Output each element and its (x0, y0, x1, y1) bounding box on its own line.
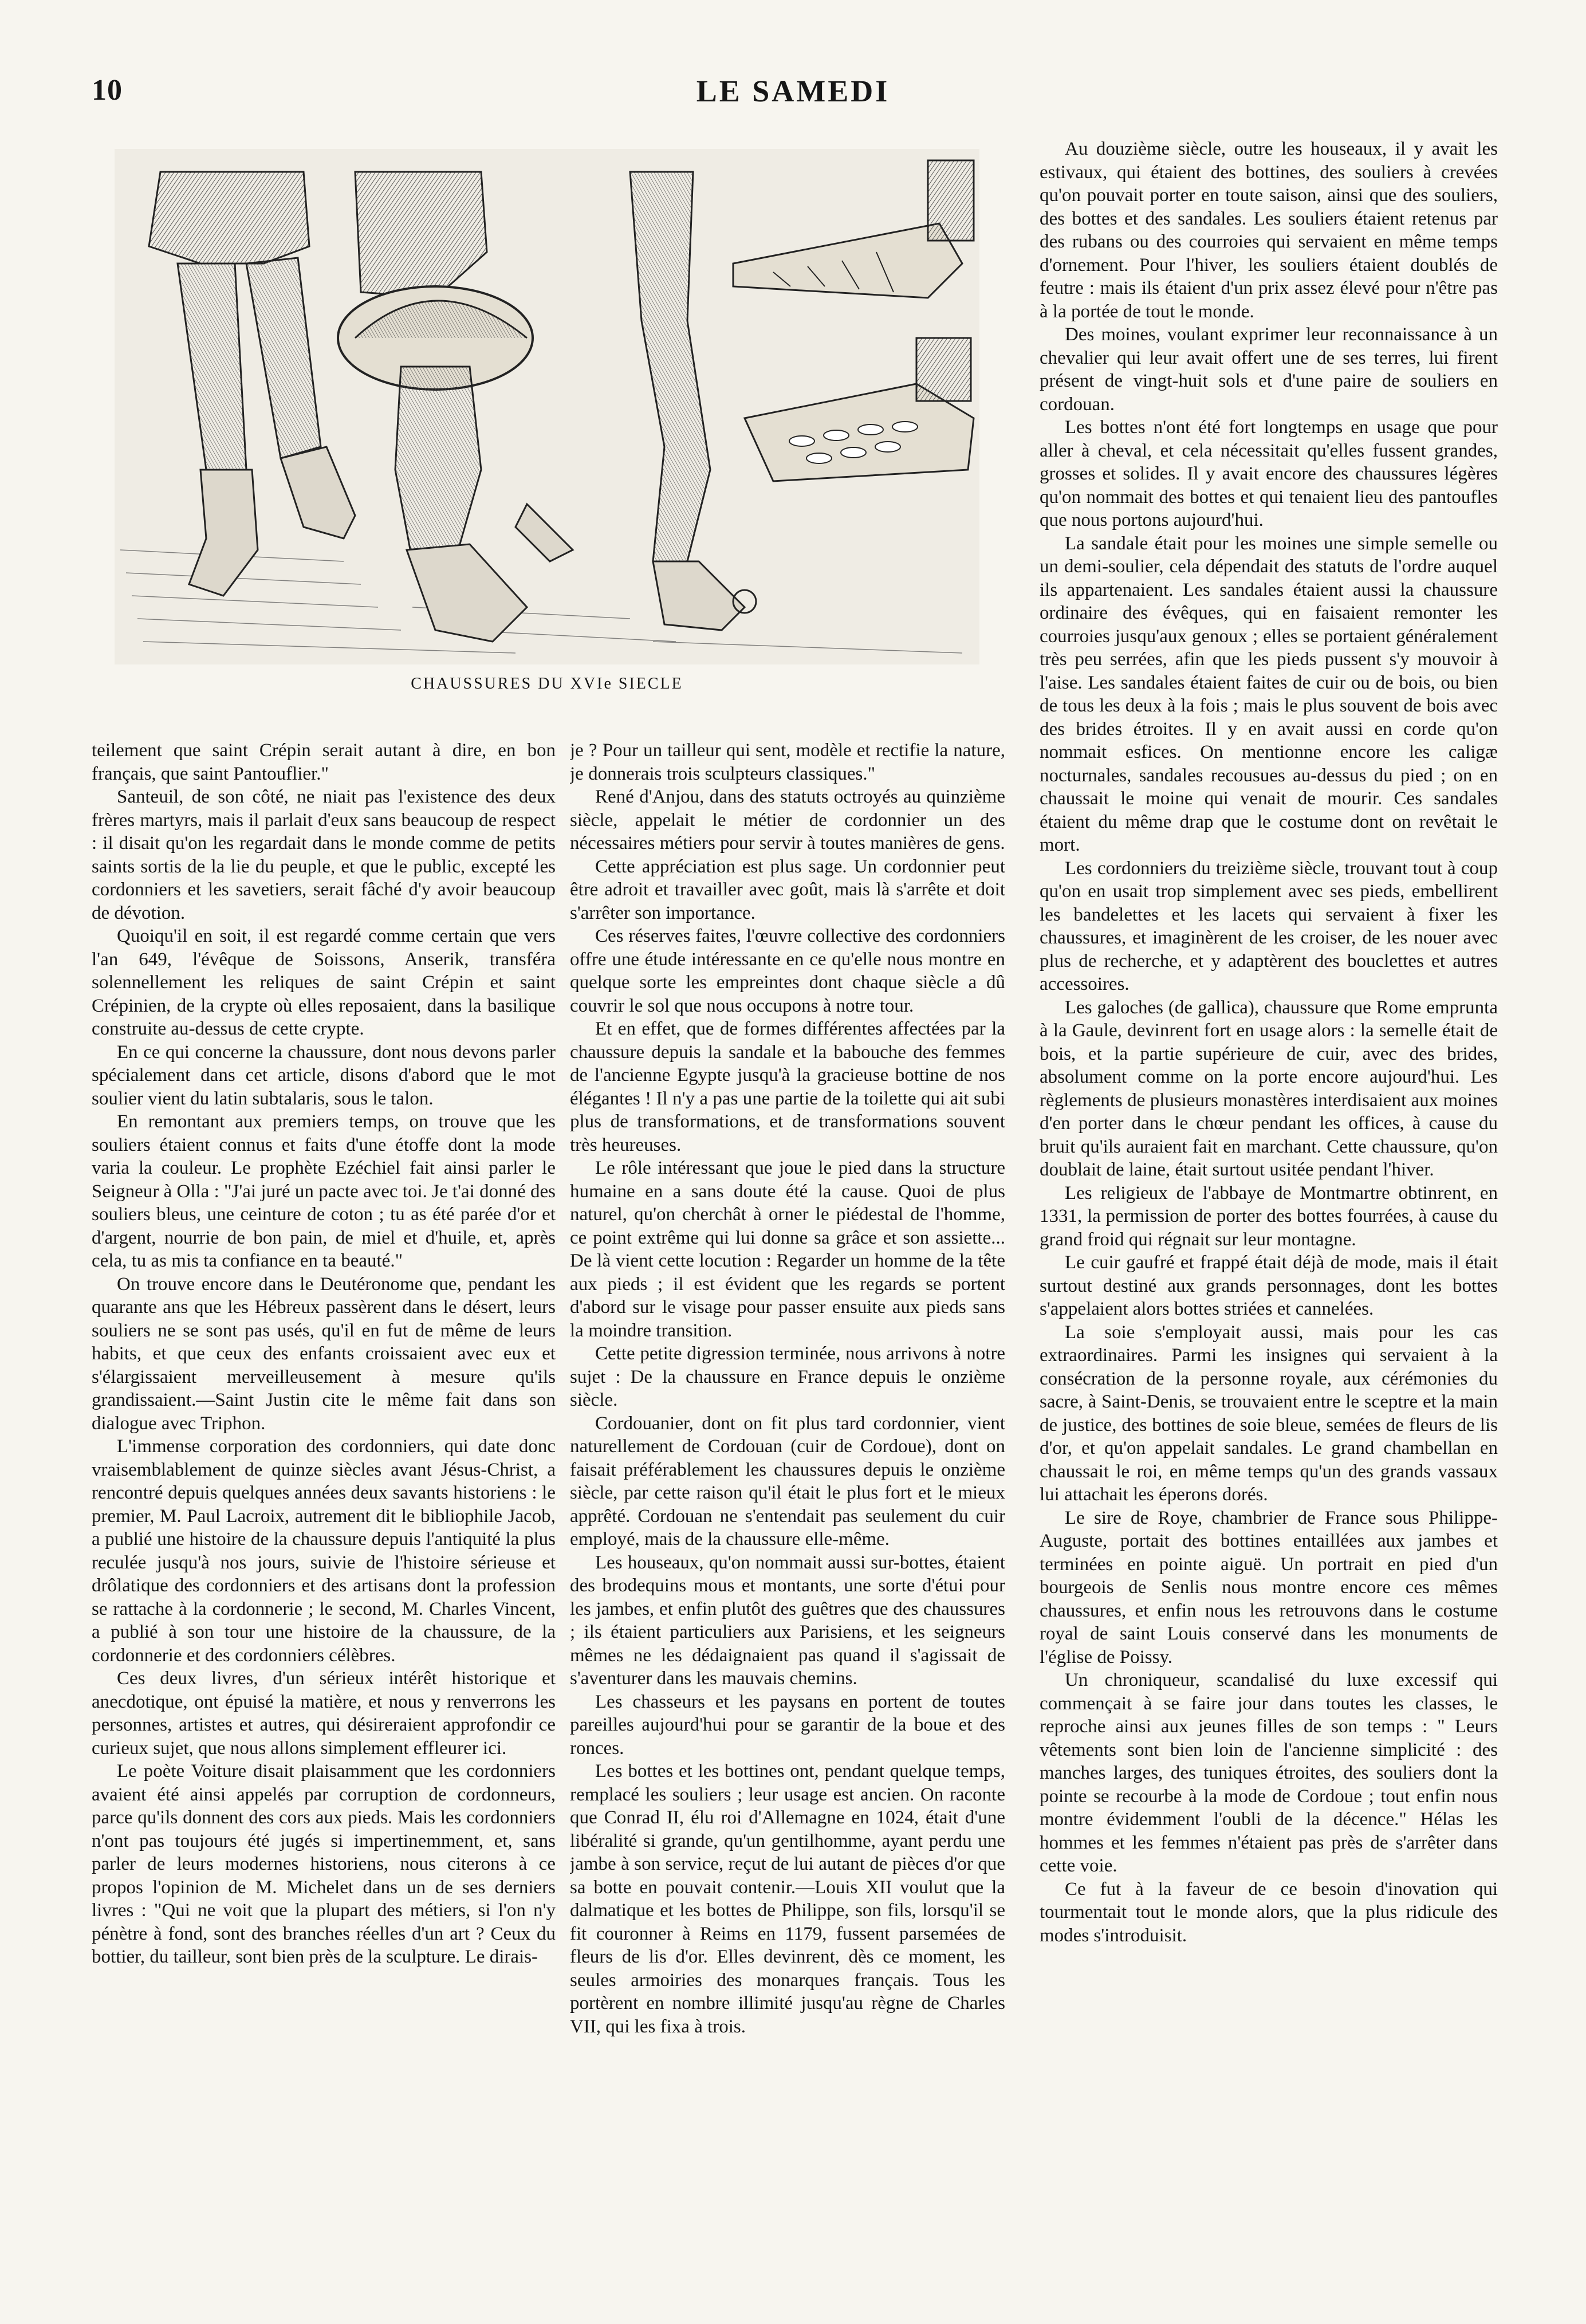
paragraph: Le rôle intéressant que joue le pied dans la structure humaine en a sans doute été la cause. Quoi de plus naturel, qu'on cherchât à orner le piédestal de l'homme, ce point extrême qui lui donne sa grâce et son assiette... De là vient cette locution : Regarder un homme de la tête aux pieds ; il est évident que les regards se portent d'abord sur le visage pour passer ensuite aux pieds sans la moindre transition. (570, 1158, 1005, 1341)
paragraph: Santeuil, de son côté, ne niait pas l'existence des deux frères martyrs, mais il parlait d'eux sans beaucoup de respect : il disait qu'on les regardait dans le monde comme de petits saints sortis de la lie du peuple, et que le public, excepté les cordonniers et les savetiers, serait fâché d'y avoir beaucoup de dévotion. (92, 787, 556, 923)
paragraph: Au douzième siècle, outre les houseaux, il y avait les estivaux, qui étaient des bottines, des souliers à crevées qu'on pouvait porter en toute saison, ainsi que des souliers, des bottes et des sandales. Les souliers étaient retenus par des rubans ou des courroies qui servaient en même temps d'ornement. Pour l'hiver, les souliers étaient doublés de feutre : mais ils étaient d'un prix assez élevé pour n'être pas à la portée de tout le monde. (1040, 139, 1498, 322)
paragraph: La sandale était pour les moines une simple semelle ou un demi-soulier, cela dépendait des statuts de l'ordre auquel ils appartenaient. Les sandales étaient aussi la chaussure ordinaire des évêques, qui en faisaient remonter les courroies jusqu'aux genoux ; elles se portaient généralement très peu serrées, afin que les pieds pussent s'y mouvoir à l'aise. Les sandales étaient faites de cuir ou de bois, ou bien de tous les deux à la fois ; mais le plus souvent de bois avec des brides étroites. Il y en avait aussi en corde qu'on nommait esfices. On mentionne encore les caligæ nocturnales, sandales recousues au-dessus du pied ; on en chaussait le moine qui venait de mourir. Ces sandales étaient du même drap que le costume dont on revêtait le mort. (1040, 533, 1498, 855)
paragraph: René d'Anjou, dans des statuts octroyés au quinzième siècle, appelait le métier de cordonnier un des nécessaires métiers pour servir à toutes manières de gens. (570, 787, 1005, 854)
paragraph: Cordouanier, dont on fit plus tard cordonnier, vient naturellement de Cordouan (cuir de Cordoue), dont on faisait préférablement les chaussures depuis le onzième siècle, par cette raison qu'il était le plus fort et le mieux apprêté. Cordouan ne s'entendait pas seulement du cuir employé, mais de la chaussure elle-même. (570, 1413, 1005, 1550)
paragraph: Cette appréciation est plus sage. Un cordonnier peut être adroit et travailler avec goût, mais là s'arrête et doit s'arrêter son importance. (570, 856, 1005, 923)
page-title: LE SAMEDI (696, 74, 890, 108)
paragraph: Les houseaux, qu'on nommait aussi sur-bottes, étaient des brodequins mous et montants, une sorte d'étui pour les jambes, et enfin plutôt des guêtres que des chaussures ; ils étaient particuliers aux Parisiens, et les seigneurs mêmes ne les dédaignaient pas quand il s'agissait de s'aventurer dans les mauvais chemins. (570, 1552, 1005, 1689)
paragraph: La soie s'employait aussi, mais pour les cas extraordinaires. Parmi les insignes qui servaient à la consécration de la personne royale, aux cérémonies du sacre, à Saint-Denis, se trouvaient entre le sceptre et la main de justice, des bottines de soie bleue, semées de fleurs de lis d'or, et qu'on appelait sandales. Le grand chambellan en chaussait le roi, en même temps qu'un des grands vassaux lui attachait les éperons dorés. (1040, 1322, 1498, 1505)
page-number: 10 (92, 74, 123, 107)
paragraph: Des moines, voulant exprimer leur reconnaissance à un chevalier qui leur avait offert une de ses terres, lui firent présent de vingt-huit sols et d'une paire de souliers en cordouan. (1040, 324, 1498, 415)
text-column-1 (92, 739, 556, 2240)
paragraph: Quoiqu'il en soit, il est regardé comme certain que vers l'an 649, l'évêque de Soissons, Anserik, transféra solennellement les reliques de saint Crépin et saint Crépinien, de la crypte où elles reposaient, dans la basilique construite au-dessus de cette crypte. (92, 926, 556, 1039)
paragraph: Les cordonniers du treizième siècle, trouvant tout à coup qu'on en usait trop simplement avec ses pieds, embellirent les bandelettes et les lacets qui servaient à fixer les chaussures, et imaginèrent de les croiser, de les nouer avec plus de recherche, et y adaptèrent des bouclettes et autres accessoires. (1040, 858, 1498, 994)
paragraph: En ce qui concerne la chaussure, dont nous devons parler spécialement dans cet article, disons d'abord que le mot soulier vient du latin subtalaris, sous le talon. (92, 1041, 556, 1109)
paragraph: L'immense corporation des cordonniers, qui date donc vraisemblablement de quinze siècles avant Jésus-Christ, a rencontré depuis quelques années deux savants historiens : le premier, M. Paul Lacroix, autrement dit le bibliophile Jacob, a publié une histoire de la chaussure depuis l'antiquité la plus reculée jusqu'à nos jours, suivie de l'histoire sérieuse et drôlatique des cordonniers et des artisans dont la profession se rattache à la cordonnerie ; le second, M. Charles Vincent, a publié à son tour une histoire de la chaussure, de la cordonnerie et des cordonniers célèbres. (92, 1436, 556, 1666)
paragraph: Ce fut à la faveur de ce besoin d'inovation qui tourmentait tout le monde alors, que la plus ridicule des modes s'introduisit. (1040, 1878, 1498, 1946)
paragraph: Cette petite digression terminée, nous arrivons à notre sujet : De la chaussure en France depuis le onzième siècle. (570, 1343, 1005, 1410)
paragraph: Les bottes et les bottines ont, pendant quelque temps, remplacé les souliers ; leur usage est ancien. On raconte que Conrad II, élu roi d'Allemagne en 1024, était d'une libéralité si grande, qu'un gentilhomme, ayant perdu une jambe à son service, reçut de lui autant de pièces d'or que sa botte en pouvait contenir.—Louis XII voulut que la dalmatique et les bottes de Philippe, son fils, lorsqu'il se fit couronner à Reims en 1179, fussent parsemées de fleurs de lis d'or. Elles devinrent, dès ce moment, les seules armoiries des monarques français. Tous les portèrent en nombre illimité jusqu'au règne de Charles VII, qui les fixa à trois. (570, 1761, 1005, 2037)
paragraph: Les chasseurs et les paysans en portent de toutes pareilles aujourd'hui pour se garantir de la boue et des ronces. (570, 1691, 1005, 1759)
paragraph: Le sire de Roye, chambrier de France sous Philippe-Auguste, portait des bottines entaillées aux jambes et terminées en pointe aiguë. Un portrait en pied d'un bourgeois de Senlis nous montre encore ces mêmes chaussures, et enfin nous les retrouvons dans le costume royal de saint Louis conservé dans les monuments de l'église de Poissy. (1040, 1507, 1498, 1668)
paragraph: teilement que saint Crépin serait autant à dire, en bon français, que saint Pantouflier." (92, 740, 556, 784)
paragraph: Et en effet, que de formes différentes affectées par la chaussure depuis la sandale et la babouche des femmes de l'ancienne Egypte jusqu'à la gracieuse bottine de nos élégantes ! Il n'y a pas une partie de la toilette qui ait subi plus de transformations, et de transformations souvent très heureuses. (570, 1019, 1005, 1155)
paragraph: Les religieux de l'abbaye de Montmartre obtinrent, en 1331, la permission de porter des bottes fourrées, à cause du grand froid qui régnait sur leur montagne. (1040, 1182, 1498, 1250)
paragraph: Ces réserves faites, l'œuvre collective des cordonniers offre une étude intéressante en ce qu'elle nous montre en quelque sorte les empreintes dont chaque siècle a dû couvrir le sol que nous occupons à notre tour. (570, 926, 1005, 1016)
engraving-illustration (115, 149, 979, 664)
paragraph: Ces deux livres, d'un sérieux intérêt historique et anecdotique, ont épuisé la matière, et nous y renverrons les personnes, artistes et autres, qui désireraient approfondir ce curieux sujet, que nous allons simplement effleurer ici. (92, 1668, 556, 1759)
paragraph: On trouve encore dans le Deutéronome que, pendant les quarante ans que les Hébreux passèrent dans le désert, leurs souliers ne se sont pas usés, qu'il en fut de même de leurs habits, et que ceux des enfants croissaient avec eux et s'élargissaient merveilleusement à mesure qu'ils grandissaient.—Saint Justin cite le même fait dans son dialogue avec Triphon. (92, 1273, 556, 1434)
paragraph: je ? Pour un tailleur qui sent, modèle et rectifie la nature, je donnerais trois sculpteurs classiques." (570, 740, 1005, 784)
figure-caption: CHAUSSURES DU XVIe SIECLE (411, 675, 683, 693)
paragraph: En remontant aux premiers temps, on trouve que les souliers étaient connus et faits d'une étoffe dont la mode varia la couleur. Le prophète Ezéchiel fait ainsi parler le Seigneur à Olla : "J'ai juré un pacte avec toi. Je t'ai donné des souliers bleus, une ceinture de coton ; tu as été parée d'or et d'argent, nourrie de bon pain, de miel et d'huile, et, après cela, tu as mis ta confiance en ta beauté." (92, 1111, 556, 1271)
paragraph: Un chroniqueur, scandalisé du luxe excessif qui commençait à se faire jour dans toutes les classes, le reproche ainsi aux jeunes filles de son temps : " Leurs vêtements sont bien loin de l'ancienne simplicité : des manches larges, des tuniques étroites, des souliers dont la pointe se recourbe à la mode de Cordoue ; tout enfin nous montre évidemment l'oubli de la décence." Hélas les hommes et les femmes n'étaient pas près de s'arrêter dans cette voie. (1040, 1670, 1498, 1876)
text-column-3 (1040, 137, 1498, 2268)
paragraph: Le poète Voiture disait plaisamment que les cordonniers avaient été ainsi appelés par corruption de cordonneurs, parce qu'ils donnent des cors aux pieds. Mais les cordonniers n'ont pas toujours été jugés si impertinemment, et, sans parler de leurs modernes historiens, nous citerons à ce propos l'opinion de M. Michelet dans un de ses derniers livres : "Qui ne voit que la plupart des métiers, si l'on n'y pénètre à fond, sont des branches réelles d'un art ? Ceux du bottier, du tailleur, sont bien près de la sculpture. Le dirais- (92, 1761, 556, 1967)
text-column-2 (570, 739, 1005, 2240)
paragraph: Les bottes n'ont été fort longtemps en usage que pour aller à cheval, et cela nécessitait qu'elles fussent grandes, grosses et solides. Il y avait encore des chaussures légères qu'on nommait des bottes et qui tenaient lieu des pantoufles que nous portons aujourd'hui. (1040, 417, 1498, 530)
paragraph: Les galoches (de gallica), chaussure que Rome emprunta à la Gaule, devinrent fort en usage alors : la semelle était de bois, et la partie supérieure de cuir, avec des brides, absolument comme on la porte encore aujourd'hui. Les règlements de plusieurs monastères interdisaient aux moines d'en porter dans le chœur pendant les offices, à cause du bruit qu'ils auraient fait en marchant. Cette chaussure, qu'on doublait de laine, était surtout usitée pendant l'hiver. (1040, 997, 1498, 1180)
paragraph: Le cuir gaufré et frappé était déjà de mode, mais il était surtout destiné aux grands personnages, dont les bottes s'appelaient alors bottes striées et cannelées. (1040, 1252, 1498, 1319)
shoes-engraving (115, 149, 979, 664)
